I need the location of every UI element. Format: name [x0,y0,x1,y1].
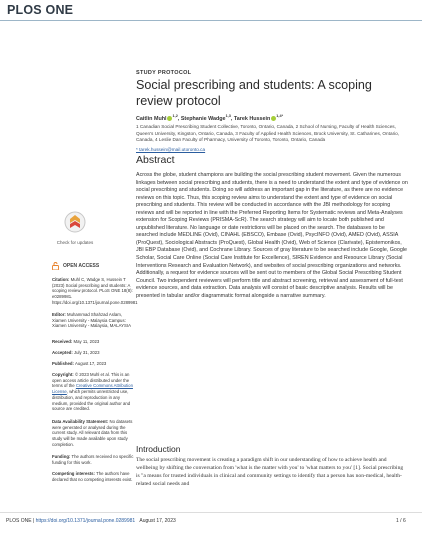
citation-text: Muhl C, Wadge S, Hussein T (2023) Social prescribing and students: A scoping review protocol. PLoS ONE 18(8): e0289981. https://doi.org/10.1371/journal.pone.0289981 [52,277,138,305]
competing-interests-block [52,471,134,482]
footer-journal: PLOS ONE | [6,518,36,524]
article-title: Social prescribing and students: A scoping review protocol [136,78,372,108]
competing-interests-text: The authors have declared that no competing interests exist. [52,471,133,482]
editor-block [52,312,134,329]
citation-label: Citation: [52,277,70,282]
header-divider [0,20,422,21]
received-date: May 11, 2023 [73,339,100,344]
footer-date: August 17, 2023 [139,518,176,524]
funding-block [52,454,134,465]
copyright-label: Copyright: [52,372,74,377]
accepted-label: Accepted: [52,350,73,355]
logo-one-text: ONE [41,3,74,17]
check-for-updates-label[interactable]: Check for updates [56,240,94,245]
editor-text: Muhammad Shahzad Aslam, Xiamen University - Malaysia Campus: Xiamen University - Malaysia, MALAYSIA [52,312,131,329]
footer-citation [6,518,176,524]
data-availability-label: Data Availability Statement: [52,419,109,424]
copyright-text: © 2023 Muhl et al. This is an open access article distributed under the terms of the [52,372,130,389]
funding-label: Funding: [52,454,71,459]
logo-plos-text: PLOS [7,3,42,17]
check-for-updates-icon[interactable] [64,211,86,239]
received-label: Received: [52,339,73,344]
accepted-block [52,350,134,356]
corresponding-email[interactable]: * tarek.hussein@mail.utoronto.ca [136,147,206,152]
author-name: Tarek Hussein [233,115,271,122]
author-affil: 1,3 [225,114,231,118]
author-affil: 1,4 [276,114,282,118]
footer-doi-link[interactable]: https://doi.org/10.1371/journal.pone.0289981 [35,518,136,524]
published-block [52,361,134,367]
funding-text: The authors received no specific funding for this work. [52,454,134,465]
data-availability-text: No datasets were generated or analysed during the current study. All relevant data from this study will be made available upon study completion. [52,419,133,447]
journal-logo[interactable] [7,3,73,17]
license-link[interactable]: Creative Commons Attribution License [52,383,133,395]
author-name: Caitlin Muhl [136,115,167,122]
data-availability-block [52,419,134,448]
citation-block [52,277,138,306]
open-access-label: OPEN ACCESS [63,263,100,269]
article-type: STUDY PROTOCOL [136,70,192,76]
open-access-icon [52,262,59,270]
copyright-text-end: , which permits unrestricted use, distribution, and reproduction in any medium, provided the original author and source are credited. [52,389,131,412]
footer-divider [0,512,422,513]
orcid-icon[interactable] [167,116,172,121]
affiliations: 1 Canadian Social Prescribing Student Collective, Toronto, Ontario, Canada, 2 School of Nursing, Faculty of Health Sciences, Queen's University, Kingston, Ontario, Canada, 3 Faculty of Applied Health Sciences, Brock University, St. Catharines, Ontario, Canada, 4 Leslie Dan Faculty of Pharmacy, University of Toronto, Toronto, Ontario, Canada [136,124,400,143]
author-name: Stephanie Wadge [180,115,226,122]
author-affil: 1,2 [172,114,178,118]
copyright-block [52,372,134,412]
published-date: August 17, 2023 [74,361,107,366]
accepted-date: July 31, 2023 [73,350,100,355]
published-label: Published: [52,361,74,366]
abstract-heading: Abstract [136,154,175,166]
abstract-text: Across the globe, student champions are building the social prescribing student movement. Given the numerous linkages between social prescribing and students, there is a need to understand the extent and type of evidence on social prescribing and students. Doing so will address an important gap in the literature, as there are no evidence reviews on this topic. Thus, this scoping review aims to understand the extent and type of evidence on social prescribing and students. This review will be conducted in accordance with the JBI methodology for scoping reviews and will be reported in line with the Preferred Reporting Items for Systematic reviews and Meta-Analyses extension for Scoping Reviews (PRISMA-ScR). The search strategy will aim to locate both published and unpublished literature. No language or date restrictions will be placed on the search. The databases to be searched include MEDLINE (Ovid), CINAHL (EBSCO), Embase (Ovid), PsycINFO (Ovid), AMED (Ovid), ASSIA (ProQuest), Sociological Abstracts (ProQuest), Global Health (Ovid), Web of Science (Clarivate), Epistemonikos, JBI EBP Database (Ovid), and Cochrane Library. Sources of gray literature to be searched include Google, Google Scholar, Social Care Online (Social Care Institute for Excellence), SIREN Evidence and Resource Library (Social Interventions Research and Evaluation Network), and websites of social prescribing organizations and networks. Additionally, a request for evidence sources will be sent out to members of the Global Social Prescribing Student Council. Two independent reviewers will perform title and abstract screening, retrieval and assessment of full-text evidence sources, and data extraction. Data analysis will consist of basic descriptive analysis. Results will be presented in tabular and/or diagrammatic format alongside a narrative summary. [136,172,408,299]
received-block [52,339,134,345]
competing-interests-label: Competing interests: [52,471,95,476]
editor-label: Editor: [52,312,66,317]
page-number: 1 / 6 [396,518,406,524]
author-list: Caitlin Muhl $^{1,2}$, Stephanie Wadge$^{1,3}$, Tarek Hussein $^{1,4*}$ [136,114,284,122]
introduction-heading: Introduction [136,444,181,454]
introduction-text: The social prescribing movement is creating a paradigm shift in our understanding of how to achieve health and wellbeing by shifting the conversation from 'what is the matter with you' to 'what matters to you' [1]. Social prescribing is "a means for trusted individuals in clinical and community settings to identify that a person has non-medical, health-related social needs and [136,457,404,487]
